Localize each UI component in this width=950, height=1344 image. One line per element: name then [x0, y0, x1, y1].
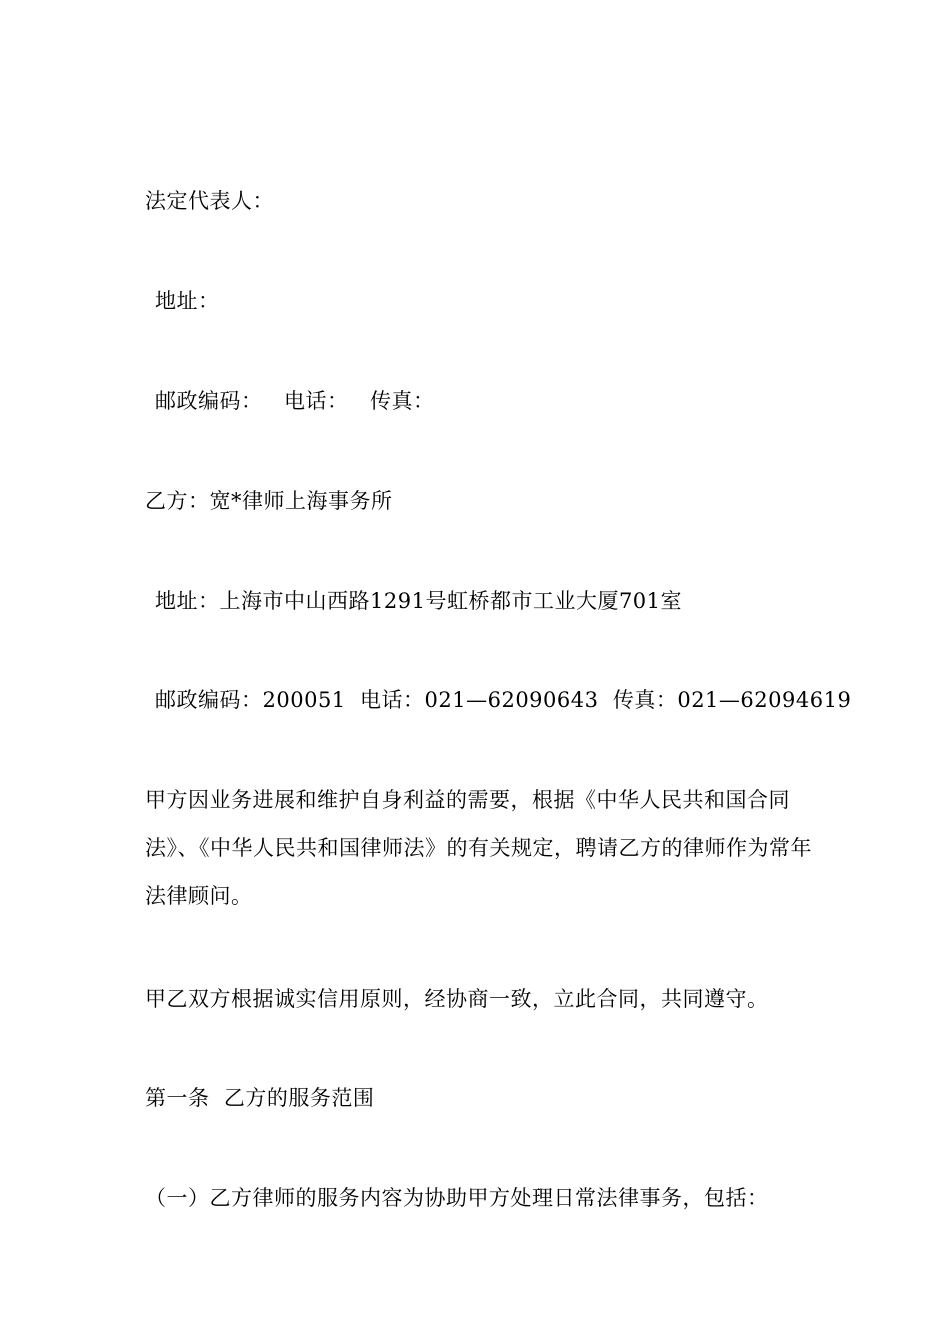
- party-b-address: 地址：上海市中山西路1291号虹桥都市工业大厦701室: [155, 589, 683, 613]
- party-a-address: 地址：: [155, 289, 220, 313]
- party-b-name: 乙方：宽*律师上海事务所: [145, 489, 393, 513]
- party-b-contact: 邮政编码：200051 电话：021—62090643 传真：021—62094619: [155, 688, 852, 712]
- article-1-title: 第一条 乙方的服务范围: [145, 1086, 375, 1110]
- agreement-paragraph: 甲乙双方根据诚实信用原则，经协商一致，立此合同，共同遵守。: [145, 987, 769, 1011]
- intro-paragraph: 甲方因业务进展和维护自身利益的需要，根据《中华人民共和国合同法》、《中华人民共和国律师法》的有关规定，聘请乙方的律师作为常年法律顾问。: [145, 788, 812, 908]
- article-1-item-1: （一）乙方律师的服务内容为协助甲方处理日常法律事务，包括：: [145, 1186, 769, 1210]
- party-a-contact: 邮政编码： 电话： 传真：: [155, 389, 435, 413]
- party-a-legal-rep: 法定代表人：: [145, 189, 274, 213]
